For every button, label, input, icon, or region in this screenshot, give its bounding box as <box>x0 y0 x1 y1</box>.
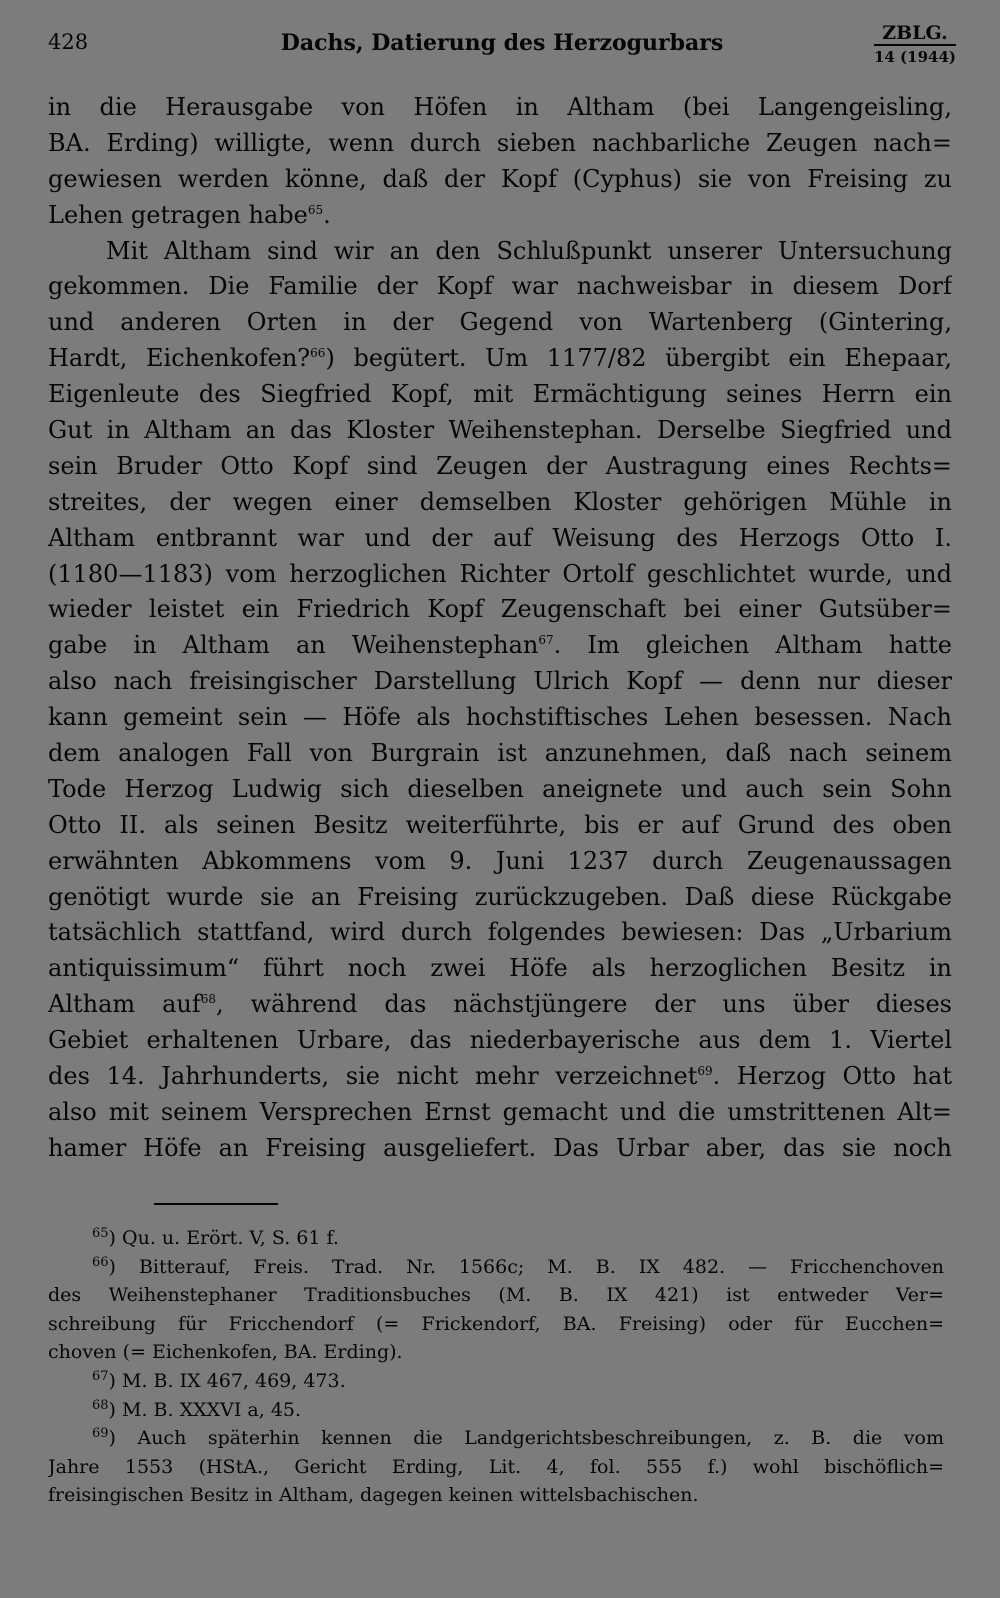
journal-reference <box>874 22 956 68</box>
footnote-line <box>48 1224 944 1253</box>
line-text: . <box>323 200 331 229</box>
text-line <box>48 736 952 772</box>
line-text: wieder leistet ein Friedrich Kopf Zeugenschaft bei einer Gutsüber= <box>48 595 952 624</box>
text-line <box>48 521 952 557</box>
footnote-text: ) Qu. u. Erört. V, S. 61 f. <box>108 1227 339 1249</box>
line-text: streites, der wegen einer demselben Kloster gehörigen Mühle in <box>48 487 952 516</box>
line-text: tatsächlich stattfand, wird durch folgendes bewiesen: Das „Urbarium <box>48 918 952 947</box>
footnote-text: schreibung für Fricchendorf (= Frickendorf, BA. Freising) oder für Eucchen= <box>48 1312 944 1335</box>
line-text: Gebiet erhaltenen Urbare, das niederbayerische aus dem 1. Viertel <box>48 1026 952 1055</box>
line-text: . Herzog Otto hat <box>712 1062 952 1091</box>
text-line <box>48 772 952 808</box>
footnote-text: freisingischen Besitz in Altham, dagegen keinen wittelsbachischen. <box>48 1484 699 1507</box>
footnote-line <box>48 1424 944 1453</box>
text-line <box>48 413 952 449</box>
line-text: Hardt, Eichenkofen? <box>48 344 311 373</box>
footnote-reference: 68 <box>200 992 217 1007</box>
text-line <box>48 557 952 593</box>
journal-volume: 14 (1944) <box>873 48 956 66</box>
footnote-line <box>48 1338 944 1367</box>
text-line <box>48 90 952 126</box>
text-line <box>48 1059 952 1095</box>
text-line <box>48 592 952 628</box>
footnote-text: Jahre 1553 (HStA., Gericht Erding, Lit. 4, fol. 555 f.) wohl bischöflich= <box>48 1455 944 1478</box>
text-line <box>48 1095 952 1131</box>
footnote-line <box>48 1367 944 1396</box>
text-line <box>48 915 952 951</box>
text-line <box>48 1131 952 1167</box>
line-text: BA. Erding) willigte, wenn durch sieben nachbarliche Zeugen nach= <box>48 128 952 157</box>
line-text: genötigt wurde sie an Freising zurückzugeben. Daß diese Rückgabe <box>48 882 952 911</box>
footnote-text: des Weihenstephaner Traditionsbuches (M. B. IX 421) ist entweder Ver= <box>48 1284 944 1307</box>
footnote-line <box>48 1396 944 1425</box>
footnote-number: 66 <box>92 1254 109 1270</box>
text-line <box>48 305 952 341</box>
text-line <box>48 1023 952 1059</box>
text-line <box>48 162 952 198</box>
footnote-reference: 66 <box>310 346 326 361</box>
text-line <box>48 628 952 664</box>
page-number: 428 <box>48 30 89 54</box>
footnotes <box>48 1224 944 1510</box>
text-line <box>48 198 952 234</box>
footnote-text: ) M. B. IX 467, 469, 473. <box>108 1369 346 1392</box>
line-text: Gut in Altham an das Kloster Weihenstephan. Derselbe Siegfried und <box>48 416 952 445</box>
text-line <box>48 269 952 305</box>
line-text: Otto II. als seinen Besitz weiterführte, bis er auf Grund des oben <box>48 810 952 839</box>
footnote-number: 68 <box>92 1397 109 1413</box>
text-line <box>48 844 952 880</box>
text-line <box>48 951 952 987</box>
footnote-text: ) Auch späterhin kennen die Landgerichtsbeschreibungen, z. B. die vom <box>108 1427 944 1450</box>
footnote-line <box>48 1253 944 1282</box>
text-line <box>48 377 952 413</box>
footnote-number: 69 <box>92 1426 109 1442</box>
body-text <box>48 90 952 1167</box>
line-text: Altham entbrannt war und der auf Weisung des Herzogs Otto I. <box>48 523 952 552</box>
line-text: hamer Höfe an Freising ausgeliefert. Das Urbar aber, das sie noch <box>48 1133 952 1162</box>
text-line <box>48 987 952 1023</box>
line-text: in die Herausgabe von Höfen in Altham (bei Langengeisling, <box>48 93 952 121</box>
line-text: Eigenleute des Siegfried Kopf, mit Ermächtigung seines Herrn ein <box>48 380 952 409</box>
footnote-divider <box>154 1203 278 1205</box>
footnote-reference: 69 <box>697 1064 713 1079</box>
footnote-text: ) Bitterauf, Freis. Trad. Nr. 1566c; M. B. IX 482. — Fricchenchoven <box>108 1255 944 1278</box>
running-title: Dachs, Datierung des Herzogurbars <box>280 30 724 56</box>
text-line <box>48 880 952 916</box>
footnote-reference: 65 <box>307 202 324 217</box>
line-text: kann gemeint sein — Höfe als hochstiftisches Lehen besessen. Nach <box>48 703 952 732</box>
line-text: also mit seinem Versprechen Ernst gemacht und die umstrittenen Alt= <box>48 1097 952 1126</box>
line-text: also nach freisingischer Darstellung Ulrich Kopf — denn nur dieser <box>48 667 952 696</box>
text-line <box>48 700 952 736</box>
text-line <box>48 234 952 270</box>
line-text: . Im gleichen Altham hatte <box>553 631 952 660</box>
text-line <box>48 808 952 844</box>
line-text: und anderen Orten in der Gegend von Wartenberg (Gintering, <box>48 308 952 337</box>
footnote-text: ) M. B. XXXVI a, 45. <box>108 1398 302 1421</box>
line-text: antiquissimum“ führt noch zwei Höfe als herzoglichen Besitz in <box>48 954 952 983</box>
line-text: (1180—1183) vom herzoglichen Richter Ortolf geschlichtet wurde, und <box>48 559 952 588</box>
footnote-number: 65 <box>92 1226 109 1241</box>
line-text: dem analogen Fall von Burgrain ist anzunehmen, daß nach seinem <box>48 739 952 768</box>
footnote-reference: 67 <box>538 633 554 648</box>
text-line <box>48 485 952 521</box>
line-text: Lehen getragen habe <box>48 200 308 229</box>
footnote-line <box>48 1453 944 1482</box>
footnote-line <box>48 1281 944 1310</box>
line-text: gekommen. Die Familie der Kopf war nachweisbar in diesem Dorf <box>48 272 952 301</box>
text-line <box>48 341 952 377</box>
line-text: gewiesen werden könne, daß der Kopf (Cyphus) sie von Freising zu <box>48 164 952 193</box>
text-line <box>48 664 952 700</box>
text-line <box>48 449 952 485</box>
line-text: Mit Altham sind wir an den Schlußpunkt unserer Untersuchung <box>106 236 952 265</box>
journal-abbreviation: ZBLG. <box>874 22 956 46</box>
line-text: Altham auf <box>48 990 201 1019</box>
line-text: des 14. Jahrhunderts, sie nicht mehr verzeichnet <box>48 1062 698 1091</box>
line-text: Tode Herzog Ludwig sich dieselben aneignete und auch sein Sohn <box>48 774 952 803</box>
page-header <box>48 22 956 68</box>
line-text: erwähnten Abkommens vom 9. Juni 1237 durch Zeugenaussagen <box>48 846 952 875</box>
text-line <box>48 126 952 162</box>
line-text: gabe in Altham an Weihenstephan <box>48 631 539 660</box>
footnote-line <box>48 1310 944 1339</box>
footnote-number: 67 <box>92 1368 109 1384</box>
footnote-text: choven (= Eichenkofen, BA. Erding). <box>48 1341 403 1364</box>
footnote-line <box>48 1481 944 1510</box>
line-text: ) begütert. Um 1177/82 übergibt ein Ehepaar, <box>325 344 952 373</box>
line-text: sein Bruder Otto Kopf sind Zeugen der Austragung eines Rechts= <box>48 451 952 480</box>
line-text: , während das nächstjüngere der uns über dieses <box>216 990 952 1019</box>
